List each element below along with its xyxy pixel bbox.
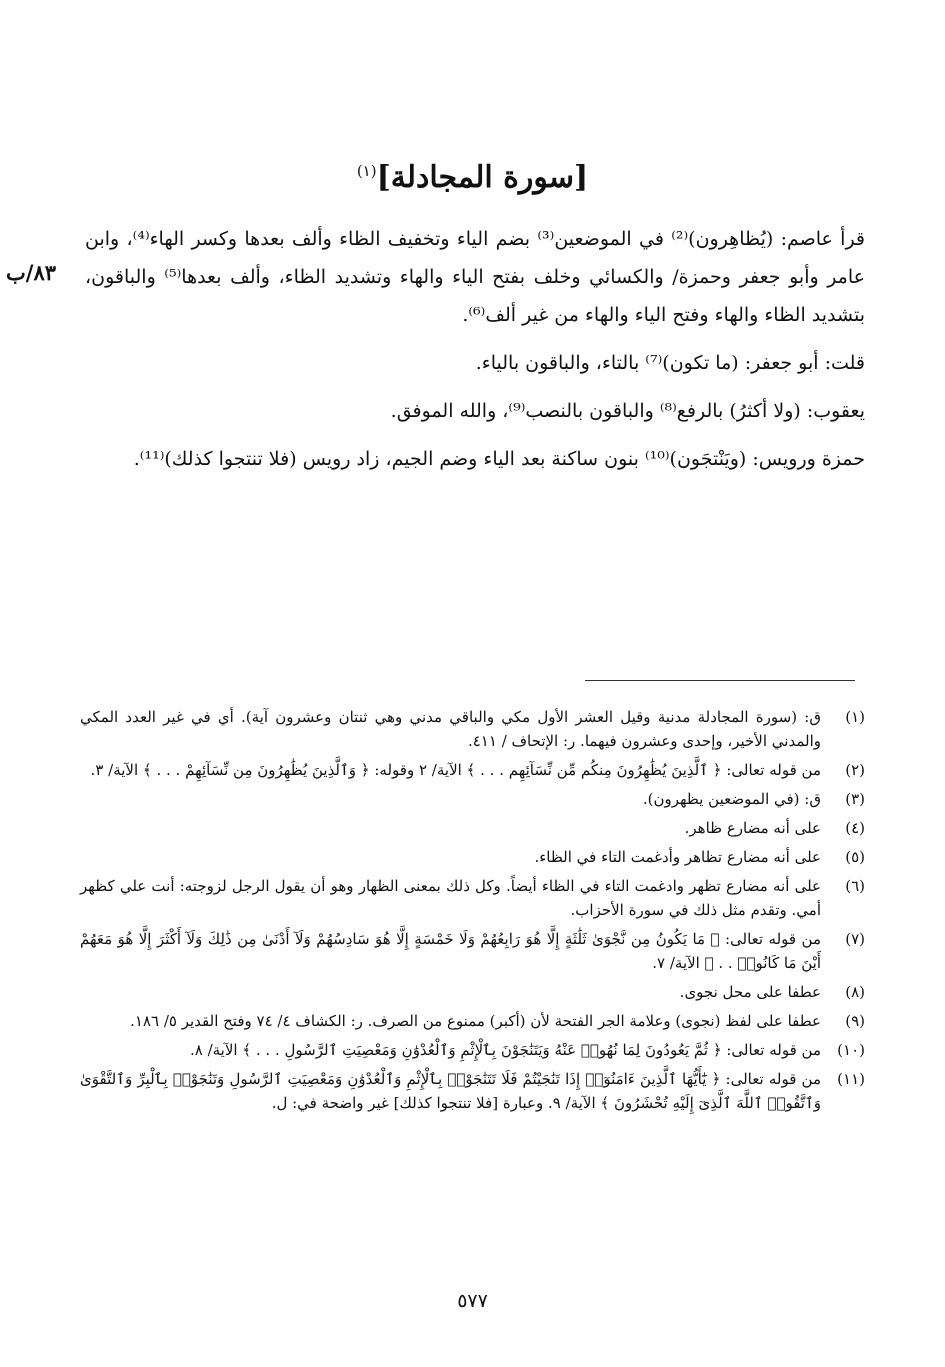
footnote-text: من قوله تعالى: ﴿ يَٰٓأَيُّهَا ٱلَّذِينَ ءَامَنُوٓا۟ إِذَا تَنَٰجَيْتُمْ فَلَا تَتَنَٰجَوْا۟ بِٱلْإِثْمِ وَٱلْعُدْوَٰنِ وَمَعْصِيَتِ ٱلرَّسُولِ وَتَنَٰجَوْا۟ بِٱلْبِرِّ وَٱلتَّقْوَىٰ وَٱتَّقُوا۟ ٱللَّهَ ٱلَّذِىٓ إِلَيْهِ تُحْشَرُونَ ﴾ الآية/ ٩. وعبارة [فلا تنتجوا كذلك] غير واضحة في: ل. <box>80 1070 821 1112</box>
footnote-number: (٣) <box>845 790 865 808</box>
paragraph-2: قلت: أبو جعفر: (ما تكون)⁽⁷⁾ بالتاء، والباقون بالياء. <box>475 352 865 374</box>
footnote <box>80 787 865 811</box>
footnote-number: (٧) <box>845 930 865 948</box>
footnote-number: (٨) <box>845 983 865 1001</box>
footnote-number: (٥) <box>845 848 865 866</box>
footnote-text: ق: (سورة المجادلة مدنية وقيل العشر الأول مكي والباقي مدني وهي ثنتان وعشرون آية). أي في غير العدد المكي والمدني الأخير، وإحدى وعشرون فيهما. ر: الإتحاف / ٤١١. <box>80 708 821 750</box>
footnote <box>80 980 865 1004</box>
footnote-number: (٢) <box>845 761 865 779</box>
footnote-text: من قوله تعالى: ﴿ ثُمَّ يَعُودُونَ لِمَا نُهُوا۟ عَنْهُ وَيَتَنَٰجَوْنَ بِٱلْإِثْمِ وَٱلْعُدْوَٰنِ وَمَعْصِيَتِ ٱلرَّسُولِ . . . ﴾ الآية/ ٨. <box>189 1041 821 1059</box>
footnote-text: على أنه مضارع تظاهر وأدغمت التاء في الظاء. <box>534 848 821 866</box>
footnote-number: (١٠) <box>837 1041 865 1059</box>
footnote <box>80 705 865 753</box>
title-text: [سورة المجادلة] <box>376 160 589 195</box>
title-footnote-ref: (١) <box>356 162 377 180</box>
surah-title <box>0 160 945 195</box>
footnote <box>80 1009 865 1033</box>
paragraph-1: قرأ عاصم: (يُظاهِرون)⁽²⁾ في الموضعين⁽³⁾ بضم الياء وتخفيف الظاء وألف بعدها وكسر الهاء⁽⁴⁾، وابن عامر وأبو جعفر وحمزة/ والكسائي وخلف بفتح الياء والهاء وتشديد الظاء، وألف بعدها⁽⁵⁾ والباقون، بتشديد الظاء والهاء وفتح الياء والهاء من غير ألف⁽⁶⁾. <box>85 228 866 326</box>
footnote-text: من قوله تعالى: ﴿ ٱلَّذِينَ يُظَٰهِرُونَ مِنكُم مِّن نِّسَآئِهِم . . . ﴾ الآية/ ٢ وقوله: ﴿ وَٱلَّذِينَ يُظَٰهِرُونَ مِن نِّسَآئِهِمْ . . . ﴾ الآية/ ٣. <box>90 761 821 779</box>
footnote <box>80 1067 865 1115</box>
footnote-number: (٤) <box>845 819 865 837</box>
footnote-number: (٦) <box>845 877 865 895</box>
footnote-text: على أنه مضارع ظاهر. <box>684 819 821 837</box>
footnote-number: (١١) <box>837 1070 865 1088</box>
footnote-text: عطفا على لفظ (نجوى) وعلامة الجر الفتحة لأن (أكبر) ممنوع من الصرف. ر: الكشاف ٤/ ٧٤ وفتح القدير ٥/ ١٨٦. <box>130 1012 821 1030</box>
footnote-text: عطفا على محل نجوى. <box>679 983 821 1001</box>
footnote <box>80 816 865 840</box>
paragraph-4: حمزة ورويس: (ويَنْتجَون)⁽¹⁰⁾ بنون ساكنة بعد الياء وضم الجيم، زاد رويس (فلا تنتجوا كذلك)⁽¹¹⁾. <box>133 448 865 470</box>
footnotes <box>80 705 865 1120</box>
footnote <box>80 845 865 869</box>
footnote <box>80 927 865 975</box>
footnote <box>80 1038 865 1062</box>
footnote-text: من قوله تعالى: ﴿ مَا يَكُونُ مِن نَّجْوَىٰ ثَلَٰثَةٍ إِلَّا هُوَ رَابِعُهُمْ وَلَا خَمْسَةٍ إِلَّا هُوَ سَادِسُهُمْ وَلَآ أَدْنَىٰ مِن ذَٰلِكَ وَلَآ أَكْثَرَ إِلَّا هُوَ مَعَهُمْ أَيْنَ مَا كَانُوا۟ . . ﴾ الآية/ ٧. <box>80 930 821 972</box>
footnote-number: (١) <box>845 708 865 726</box>
footnote-number: (٩) <box>845 1012 865 1030</box>
footnote-separator <box>585 680 855 681</box>
footnote <box>80 874 865 922</box>
paragraph-3: يعقوب: (ولا أكثرُ) بالرفع⁽⁸⁾ والباقون بالنصب⁽⁹⁾، والله الموفق. <box>390 400 865 422</box>
main-text <box>85 220 865 488</box>
manuscript-folio-marker: ٨٣/ب <box>6 260 57 285</box>
footnote-text: ق: (في الموضعين يظهرون). <box>642 790 821 808</box>
footnote-text: على أنه مضارع تظهر وادغمت التاء في الظاء أيضاً. وكل ذلك بمعنى الظهار وهو أن يقول الرجل لزوجته: أنت علي كظهر أمي. وتقدم مثل ذلك في سورة الأحزاب. <box>80 877 821 919</box>
footnote <box>80 758 865 782</box>
page-number: ٥٧٧ <box>457 1290 488 1312</box>
